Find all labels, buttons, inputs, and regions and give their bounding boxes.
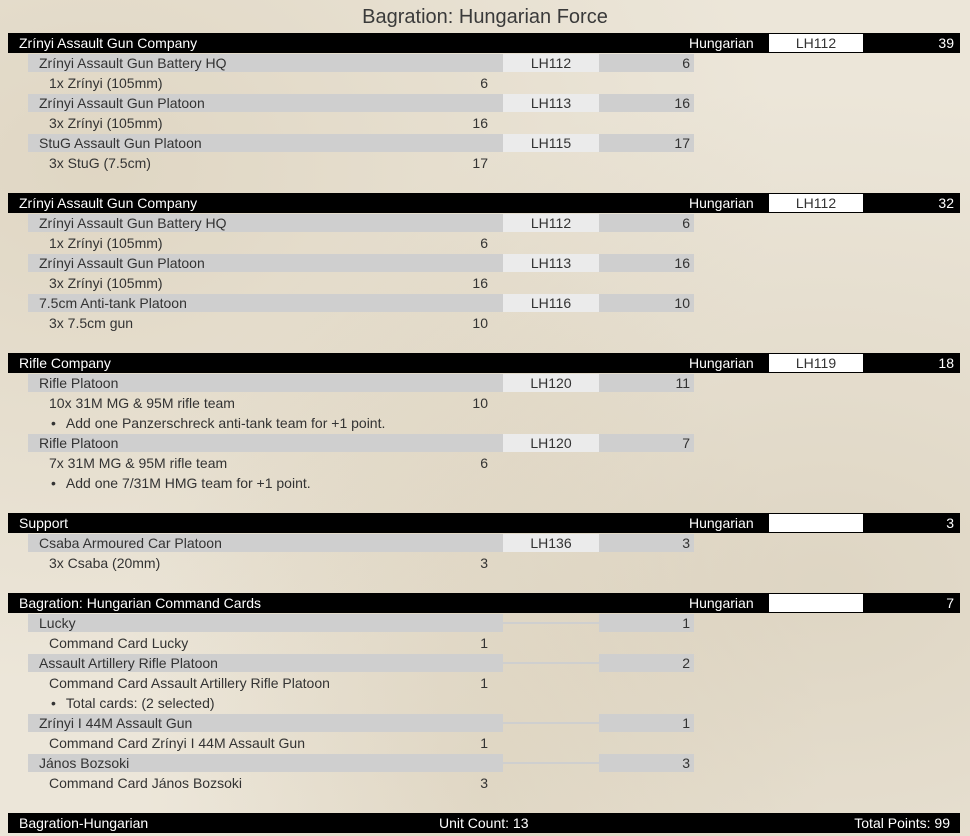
formation-header[interactable] <box>8 193 960 213</box>
unit-name[interactable]: Rifle Platoon <box>39 375 119 391</box>
formation-points: 18 <box>938 355 954 371</box>
unit-ref: LH113 <box>503 94 599 112</box>
unit-ref: LH113 <box>503 254 599 272</box>
formation-name[interactable]: Support <box>19 515 69 531</box>
unit-points: 2 <box>599 654 694 672</box>
unit-item <box>8 113 960 133</box>
formation-nation: Hungarian <box>689 595 754 611</box>
force-list <box>8 33 960 833</box>
unit-row[interactable] <box>8 753 960 773</box>
formation-nation: Hungarian <box>689 195 754 211</box>
unit-name[interactable]: Zrínyi Assault Gun Platoon <box>39 255 205 271</box>
formation-points: 3 <box>946 515 954 531</box>
unit-name[interactable]: 7.5cm Anti-tank Platoon <box>39 295 187 311</box>
item-points: 6 <box>480 75 488 91</box>
section-spacer <box>8 793 960 813</box>
item-points: 1 <box>480 675 488 691</box>
unit-points: 3 <box>599 534 694 552</box>
unit-item <box>8 313 960 333</box>
unit-row[interactable] <box>8 373 960 393</box>
unit-row[interactable] <box>8 293 960 313</box>
item-points: 6 <box>480 235 488 251</box>
formation-ref <box>769 514 863 532</box>
unit-item <box>8 633 960 653</box>
item-name: 3x Csaba (20mm) <box>49 555 161 571</box>
unit-option <box>8 693 960 713</box>
formation-nation: Hungarian <box>689 515 754 531</box>
unit-option <box>8 473 960 493</box>
item-name: 10x 31M MG & 95M rifle team <box>49 395 235 411</box>
unit-option <box>8 413 960 433</box>
formation-points: 7 <box>946 595 954 611</box>
unit-name[interactable]: Assault Artillery Rifle Platoon <box>39 655 218 671</box>
unit-name[interactable]: Rifle Platoon <box>39 435 119 451</box>
formation-nation: Hungarian <box>689 355 754 371</box>
option-text: • Add one 7/31M HMG team for +1 point. <box>51 473 311 493</box>
item-name: Command Card Lucky <box>49 635 189 651</box>
unit-item <box>8 773 960 793</box>
unit-points: 1 <box>599 614 694 632</box>
unit-bar <box>28 614 503 632</box>
unit-item <box>8 233 960 253</box>
item-name: Command Card Zrínyi I 44M Assault Gun <box>49 735 305 751</box>
unit-points: 7 <box>599 434 694 452</box>
unit-item <box>8 733 960 753</box>
formation-name[interactable]: Zrínyi Assault Gun Company <box>19 35 198 51</box>
unit-points: 16 <box>599 94 694 112</box>
unit-name[interactable]: Zrínyi I 44M Assault Gun <box>39 715 193 731</box>
unit-row[interactable] <box>8 213 960 233</box>
item-points: 17 <box>472 155 488 171</box>
unit-ref: LH115 <box>503 134 599 152</box>
unit-row[interactable] <box>8 253 960 273</box>
unit-points: 16 <box>599 254 694 272</box>
item-points: 1 <box>480 735 488 751</box>
item-name: 3x 7.5cm gun <box>49 315 134 331</box>
option-text: • Total cards: (2 selected) <box>51 693 215 713</box>
unit-item <box>8 553 960 573</box>
item-name: 7x 31M MG & 95M rifle team <box>49 455 228 471</box>
unit-ref: LH116 <box>503 294 599 312</box>
section-spacer <box>8 493 960 513</box>
formation-name[interactable]: Bagration: Hungarian Command Cards <box>19 595 262 611</box>
formation-nation: Hungarian <box>689 35 754 51</box>
unit-item <box>8 673 960 693</box>
unit-ref: LH136 <box>503 534 599 552</box>
item-name: 3x Zrínyi (105mm) <box>49 115 163 131</box>
formation-name[interactable]: Zrínyi Assault Gun Company <box>19 195 198 211</box>
formation-header[interactable] <box>8 33 960 53</box>
option-text: • Add one Panzerschreck anti-tank team for +1 point. <box>51 413 385 433</box>
item-points: 1 <box>480 635 488 651</box>
unit-ref-divider <box>503 762 599 764</box>
formation-header[interactable] <box>8 593 960 613</box>
formation-ref <box>769 594 863 612</box>
formation-ref: LH119 <box>769 354 863 372</box>
unit-ref: LH120 <box>503 374 599 392</box>
unit-name[interactable]: Csaba Armoured Car Platoon <box>39 535 222 551</box>
unit-points: 6 <box>599 214 694 232</box>
formation-ref: LH112 <box>769 34 863 52</box>
unit-points: 1 <box>599 714 694 732</box>
unit-row[interactable] <box>8 133 960 153</box>
formation-points: 39 <box>938 35 954 51</box>
unit-points: 10 <box>599 294 694 312</box>
unit-points: 6 <box>599 54 694 72</box>
unit-ref-divider <box>503 622 599 624</box>
unit-name[interactable]: StuG Assault Gun Platoon <box>39 135 202 151</box>
unit-name[interactable]: János Bozsoki <box>39 755 130 771</box>
item-name: 1x Zrínyi (105mm) <box>49 235 163 251</box>
unit-ref-divider <box>503 722 599 724</box>
unit-ref-divider <box>503 662 599 664</box>
item-name: 3x StuG (7.5cm) <box>49 155 151 171</box>
item-points: 3 <box>480 555 488 571</box>
item-name: 3x Zrínyi (105mm) <box>49 275 163 291</box>
section-spacer <box>8 173 960 193</box>
footer-total-points: Total Points: 99 <box>854 815 950 831</box>
item-points: 6 <box>480 455 488 471</box>
unit-row[interactable] <box>8 653 960 673</box>
formation-points: 32 <box>938 195 954 211</box>
footer-unit-count: Unit Count: 13 <box>439 815 529 831</box>
unit-name[interactable]: Zrínyi Assault Gun Battery HQ <box>39 215 227 231</box>
footer-bar <box>8 813 960 833</box>
item-name: 1x Zrínyi (105mm) <box>49 75 163 91</box>
formation-ref: LH112 <box>769 194 863 212</box>
formation-header[interactable] <box>8 353 960 373</box>
item-points: 10 <box>472 315 488 331</box>
unit-ref: LH120 <box>503 434 599 452</box>
unit-name[interactable]: Zrínyi Assault Gun Platoon <box>39 95 205 111</box>
unit-row[interactable] <box>8 613 960 633</box>
unit-name[interactable]: Lucky <box>39 615 76 631</box>
unit-points: 3 <box>599 754 694 772</box>
item-name: Command Card János Bozsoki <box>49 775 242 791</box>
page-title: Bagration: Hungarian Force <box>362 6 608 28</box>
formation-header[interactable] <box>8 513 960 533</box>
unit-item <box>8 153 960 173</box>
unit-item <box>8 73 960 93</box>
unit-item <box>8 393 960 413</box>
unit-row[interactable] <box>8 713 960 733</box>
unit-row[interactable] <box>8 53 960 73</box>
item-points: 10 <box>472 395 488 411</box>
section-spacer <box>8 333 960 353</box>
footer-force-name: Bagration-Hungarian <box>19 815 149 831</box>
unit-item <box>8 273 960 293</box>
unit-ref: LH112 <box>503 214 599 232</box>
unit-item <box>8 453 960 473</box>
item-points: 16 <box>472 115 488 131</box>
formation-name[interactable]: Rifle Company <box>19 355 111 371</box>
section-spacer <box>8 573 960 593</box>
item-points: 3 <box>480 775 488 791</box>
unit-name[interactable]: Zrínyi Assault Gun Battery HQ <box>39 55 227 71</box>
item-name: Command Card Assault Artillery Rifle Platoon <box>49 675 330 691</box>
unit-ref: LH112 <box>503 54 599 72</box>
item-points: 16 <box>472 275 488 291</box>
unit-points: 17 <box>599 134 694 152</box>
unit-row[interactable] <box>8 93 960 113</box>
unit-row[interactable] <box>8 433 960 453</box>
unit-points: 11 <box>599 374 694 392</box>
unit-row[interactable] <box>8 533 960 553</box>
